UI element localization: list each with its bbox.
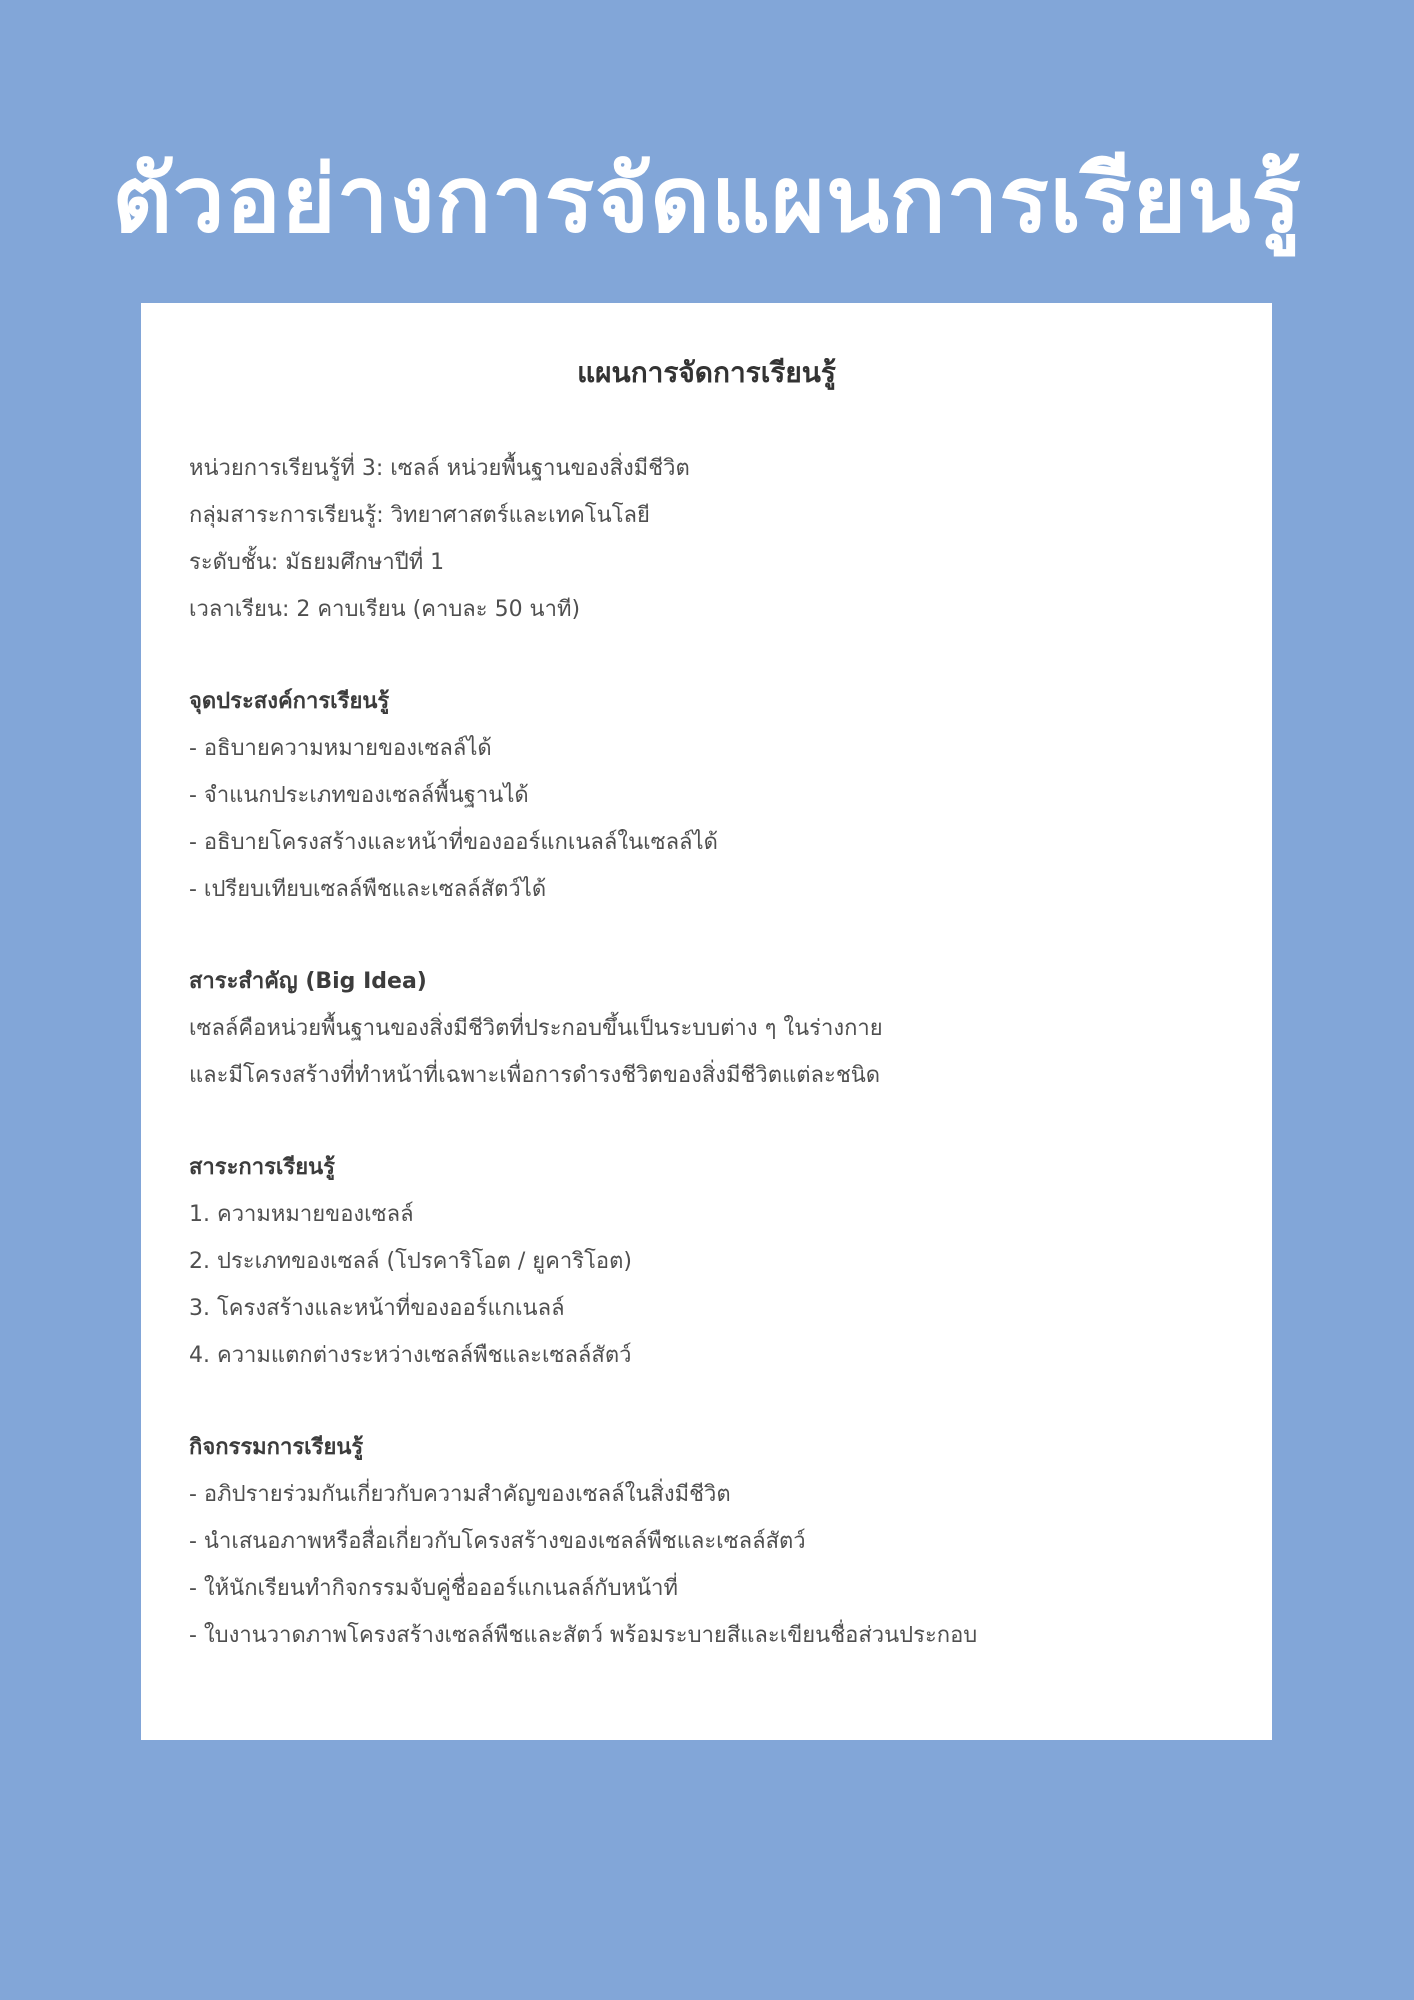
document-title: แผนการจัดการเรียนรู้ [577, 356, 836, 389]
list-item: 1. ความหมายของเซลล์ [189, 1202, 414, 1227]
activities-heading: กิจกรรมการเรียนรู้ [189, 1435, 364, 1460]
list-item: - ให้นักเรียนทำกิจกรรมจับคู่ชื่อออร์แกเนลล์กับหน้าที่ [189, 1576, 678, 1601]
lesson-info [189, 445, 1224, 633]
content-section [189, 1144, 1224, 1379]
info-subject-group: กลุ่มสาระการเรียนรู้: วิทยาศาสตร์และเทคโนโลยี [189, 503, 650, 528]
list-item: - อธิบายโครงสร้างและหน้าที่ของออร์แกเนลล์ในเซลล์ได้ [189, 830, 718, 855]
content-heading: สาระการเรียนรู้ [189, 1155, 335, 1180]
objectives-section [189, 678, 1224, 913]
list-item: - อธิบายความหมายของเซลล์ได้ [189, 736, 492, 761]
paragraph-line: เซลล์คือหน่วยพื้นฐานของสิ่งมีชีวิตที่ประกอบขึ้นเป็นระบบต่าง ๆ ในร่างกาย [189, 1016, 883, 1041]
info-grade-level: ระดับชั้น: มัธยมศึกษาปีที่ 1 [189, 550, 445, 575]
big-idea-section [189, 958, 1224, 1099]
big-idea-heading: สาระสำคัญ (Big Idea) [189, 969, 427, 994]
list-item: 2. ประเภทของเซลล์ (โปรคาริโอต / ยูคาริโอต) [189, 1249, 632, 1274]
paragraph-line: และมีโครงสร้างที่ทำหน้าที่เฉพาะเพื่อการดำรงชีวิตของสิ่งมีชีวิตแต่ละชนิด [189, 1063, 881, 1088]
lesson-plan-document [141, 303, 1272, 1740]
objectives-heading: จุดประสงค์การเรียนรู้ [189, 689, 390, 714]
activities-section [189, 1424, 1224, 1659]
list-item: - เปรียบเทียบเซลล์พืชและเซลล์สัตว์ได้ [189, 877, 547, 902]
banner-title: ตัวอย่างการจัดแผนการเรียนรู้ [112, 146, 1302, 253]
list-item: - จำแนกประเภทของเซลล์พื้นฐานได้ [189, 783, 529, 808]
list-item: - ใบงานวาดภาพโครงสร้างเซลล์พืชและสัตว์ พร้อมระบายสีและเขียนชื่อส่วนประกอบ [189, 1623, 978, 1648]
list-item: - นำเสนอภาพหรือสื่อเกี่ยวกับโครงสร้างของเซลล์พืชและเซลล์สัตว์ [189, 1529, 806, 1554]
list-item: - อภิปรายร่วมกันเกี่ยวกับความสำคัญของเซลล์ในสิ่งมีชีวิต [189, 1482, 731, 1507]
info-duration: เวลาเรียน: 2 คาบเรียน (คาบละ 50 นาที) [189, 597, 581, 622]
info-unit: หน่วยการเรียนรู้ที่ 3: เซลล์ หน่วยพื้นฐานของสิ่งมีชีวิต [189, 456, 690, 481]
list-item: 4. ความแตกต่างระหว่างเซลล์พืชและเซลล์สัตว์ [189, 1343, 632, 1368]
list-item: 3. โครงสร้างและหน้าที่ของออร์แกเนลล์ [189, 1296, 565, 1321]
